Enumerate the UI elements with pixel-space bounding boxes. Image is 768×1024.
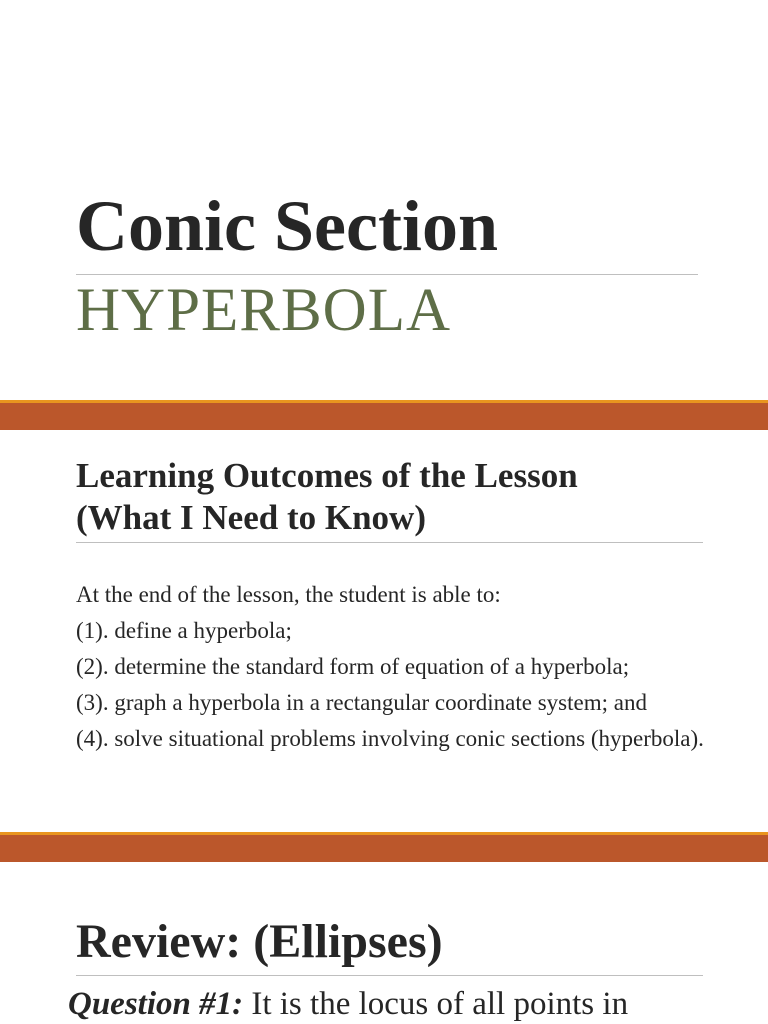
- slide-title-heading: Conic Section: [76, 186, 498, 266]
- title-divider-rule: [76, 274, 698, 275]
- question-1: [68, 984, 628, 1024]
- slide-learning-outcomes: [0, 433, 768, 831]
- heading-line-1: Learning Outcomes of the Lesson: [76, 456, 578, 495]
- outcome-item: (4). solve situational problems involving conic sections (hyperbola).: [76, 726, 704, 751]
- review-heading: Review: (Ellipses): [76, 915, 443, 968]
- slide-review-ellipses: [0, 866, 768, 1024]
- heading-divider-rule: [76, 542, 703, 543]
- slide-subtitle: HYPERBOLA: [76, 277, 452, 344]
- learning-outcomes-heading: [76, 455, 578, 539]
- review-divider-rule: [76, 975, 703, 976]
- slide-separator-band: [0, 832, 768, 862]
- slide-title: [0, 0, 768, 400]
- heading-line-2: (What I Need to Know): [76, 498, 426, 537]
- question-label: Question #1:: [68, 986, 244, 1022]
- outcome-item: (3). graph a hyperbola in a rectangular coordinate system; and: [76, 690, 647, 715]
- outcome-list: [76, 583, 726, 763]
- outcome-intro: At the end of the lesson, the student is able to:: [76, 582, 501, 607]
- slide-separator-band: [0, 400, 768, 430]
- outcome-item: (2). determine the standard form of equation of a hyperbola;: [76, 654, 630, 679]
- question-text: It is the locus of all points in: [243, 986, 629, 1022]
- outcome-item: (1). define a hyperbola;: [76, 618, 292, 643]
